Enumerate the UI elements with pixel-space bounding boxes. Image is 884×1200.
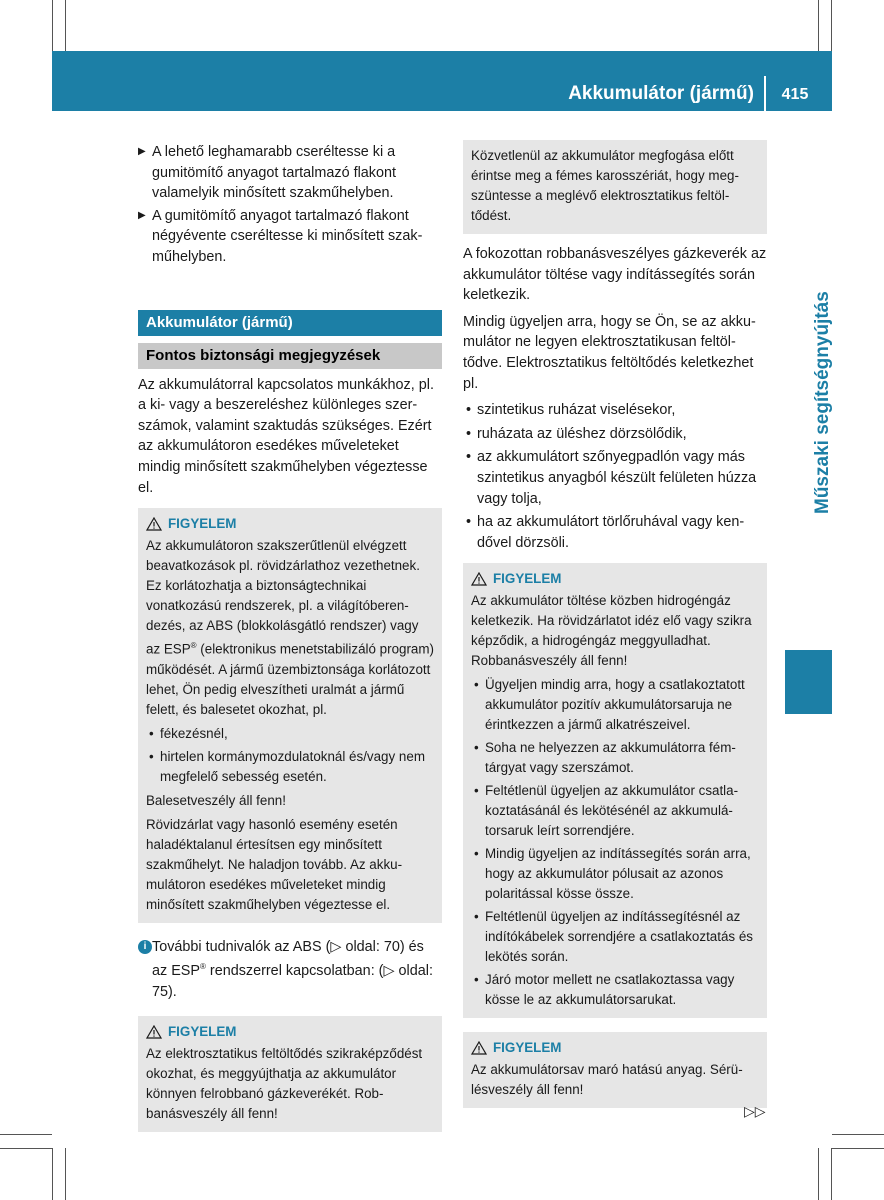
warning-title: FIGYELEM (168, 516, 237, 532)
crop-mark (65, 1148, 66, 1200)
crop-mark (831, 0, 832, 51)
list-item: • Feltétlenül ügyeljen az indítássegítésnél az indítókábelek sorrendjére a csatlakoztatás és lekötés során. (471, 907, 759, 967)
info-note: i További tudnivalók az ABS (▷ oldal: 70) és az ESP® rendszerrel kapcsolatban: (▷ oldal: 75). (138, 937, 442, 1003)
crop-mark (52, 1148, 53, 1200)
cause-list (463, 400, 767, 553)
section-title: Akkumulátor (jármű) (138, 310, 442, 336)
instruction-list (138, 142, 442, 268)
warning-box (463, 1032, 767, 1108)
crop-mark (832, 1134, 884, 1135)
crop-mark (0, 1134, 52, 1135)
crop-mark (818, 1148, 819, 1200)
warning-box (138, 1016, 442, 1132)
crop-mark (831, 1148, 832, 1200)
subsection-title: Fontos biztonsági megjegyzések (138, 343, 442, 369)
intro-paragraph: Az akkumulátorral kapcsolatos munkákhoz, pl. a ki- vagy a beszereléshez különleges szerszámok, valamint szaktudás szükséges. Ezért az akkumulátoron esedékes műveleteket mindig minősített szakműhelyben végeztesse el. (138, 376, 434, 496)
warning-triangle-icon (471, 572, 487, 586)
paragraph: Mindig ügyeljen arra, hogy se Ön, se az akkumulátor ne legyen elektrosztatikusan feltöltődve. Elektrosztatikus feltöltődés keletkezhet pl. (463, 313, 756, 392)
warning-triangle-icon (146, 1025, 162, 1039)
right-column (463, 140, 767, 1108)
header-separator (764, 76, 766, 111)
crop-mark (832, 1148, 884, 1149)
warning-title: FIGYELEM (493, 571, 562, 587)
list-item: ▶ A gumitömítő anyagot tartalmazó flakont négyévente cseréltesse ki minősített szakműhelyben. (138, 206, 442, 268)
list-item: • szintetikus ruházat viselésekor, (463, 400, 767, 421)
crop-mark (0, 1148, 52, 1149)
list-item: • ha az akkumulátort törlőruhával vagy kendővel dörzsöli. (463, 512, 767, 553)
continued-marker: ▷▷ (744, 1103, 766, 1119)
paragraph: A fokozottan robbanásveszélyes gázkeverék az akkumulátor töltése vagy indítássegítés során keletkezik. (463, 246, 767, 304)
side-tab-marker (785, 650, 832, 714)
left-column (138, 142, 442, 1132)
list-item: • az akkumulátort szőnyegpadlón vagy más szintetikus anyagból készült felületen húzza vagy tolja, (463, 447, 767, 509)
side-tab-label: Műszaki segítségnyújtás (812, 291, 833, 514)
warning-text: Az elektrosztatikus feltöltődés szikraképződést okozhat, és meggyújthatja az akkumulátor könnyen felrobbanó gázkeverékét. Robbanásveszély áll fenn! (146, 1046, 423, 1122)
page-number: 415 (781, 86, 809, 103)
list-item: • ruházata az üléshez dörzsölődik, (463, 424, 767, 445)
list-item: • fékezésnél, (146, 724, 434, 744)
list-item: ▶ A lehető leghamarabb cseréltesse ki a gumitömítő anyagot tartalmazó flakont valamelyik minősített szakműhelyben. (138, 142, 442, 204)
warning-box (138, 508, 442, 922)
header-title: Akkumulátor (jármű) (568, 83, 754, 104)
warning-text: Az akkumulátoron szakszerűtlenül elvégzett beavatkozások pl. rövidzárlathoz vezethetnek. Ez korlátozhatja a biztonságtechnikai vonatkozású rendszerek, pl. a világítóberendezés, az ABS (blokkolásgátló rendszer) vagy az ESP® (elektronikus menetstabilizáló program) működését. A jármű üzembiztonsága korlátozott lehet, Ön pedig elveszítheti uralmát a jármű felett, és balesetet okozhat, pl. (146, 538, 434, 717)
warning-triangle-icon (146, 517, 162, 531)
warning-text: Rövidzárlat vagy hasonló esemény esetén haladéktalanul értesítsen egy minősített szakműhelyt. Ne haladjon tovább. Az akkumulátoron esedékes műveleteket mindig minősített szakműhelyben végeztesse el. (146, 816, 403, 912)
warning-title: FIGYELEM (493, 1040, 562, 1056)
list-item: • hirtelen kormánymozdulatoknál és/vagy nem megfelelő sebesség esetén. (146, 747, 434, 787)
crop-mark (65, 0, 66, 51)
list-item: • Feltétlenül ügyeljen az akkumulátor csatlakoztatásánál és lekötésénél az akkumulátorsaruk leírt sorrendjére. (471, 781, 759, 841)
warning-text: Az akkumulátorsav maró hatású anyag. Sérülésveszély áll fenn! (471, 1062, 743, 1098)
info-icon: i (138, 940, 152, 954)
crop-mark (818, 0, 819, 51)
warning-list (146, 724, 434, 787)
warning-list (471, 675, 759, 1010)
warning-triangle-icon (471, 1041, 487, 1055)
list-item: • Mindig ügyeljen az indítássegítés során arra, hogy az akkumulátor pólusait az azonos polaritással kösse össze. (471, 844, 759, 904)
notice-box (463, 140, 767, 234)
notice-text: Közvetlenül az akkumulátor megfogása előtt érintse meg a fémes karosszériát, hogy megszüntesse a meglévő elektrosztatikus feltöltődést. (471, 148, 739, 223)
warning-box (463, 563, 767, 1018)
list-item: • Soha ne helyezzen az akkumulátorra fémtárgyat vagy szerszámot. (471, 738, 759, 778)
warning-title: FIGYELEM (168, 1024, 237, 1040)
list-item: • Járó motor mellett ne csatlakoztassa vagy kösse le az akkumulátorsarukat. (471, 970, 759, 1010)
list-item: • Ügyeljen mindig arra, hogy a csatlakoztatott akkumulátor pozitív akkumulátorsaruja ne érintkezzen a jármű alkatrészeivel. (471, 675, 759, 735)
crop-mark (52, 0, 53, 51)
warning-text: Az akkumulátor töltése közben hidrogéngáz keletkezik. Ha rövidzárlatot idéz elő vagy szikra képződik, a hidrogéngáz meggyulladhat. Robbanásveszély áll fenn! (471, 593, 752, 669)
danger-text: Balesetveszély áll fenn! (146, 792, 286, 808)
